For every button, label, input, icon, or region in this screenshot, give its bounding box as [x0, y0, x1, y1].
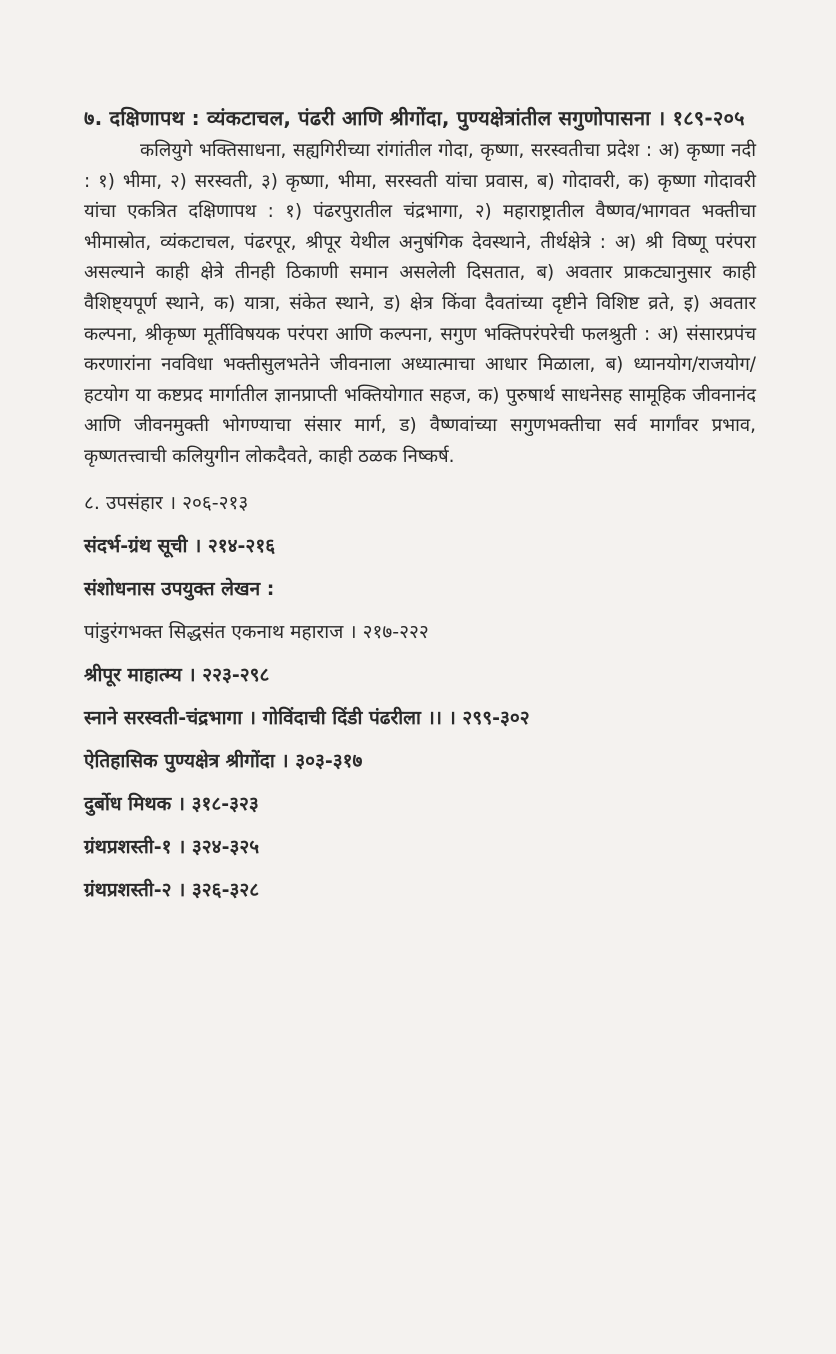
toc-entry-eknath-maharaj: पांडुरंगभक्त सिद्धसंत एकनाथ महाराज । २१७-२२२	[84, 620, 429, 643]
toc-entry-snane-saraswati: स्नाने सरस्वती-चंद्रभागा । गोविंदाची दिंडी पंढरीला ।। । २९९-३०२	[84, 706, 530, 729]
toc-entry-durbodh-mithak: दुर्बोध मिथक । ३१८-३२३	[84, 792, 259, 815]
toc-entry-conclusion: ८. उपसंहार । २०६-२१३	[84, 491, 249, 514]
toc-entry-bibliography: संदर्भ-ग्रंथ सूची । २१४-२१६	[84, 534, 276, 557]
toc-section-research-writings: संशोधनास उपयुक्त लेखन :	[84, 577, 275, 600]
chapter-7-summary: कलियुगे भक्तिसाधना, सह्यगिरीच्या रांगांतील गोदा, कृष्णा, सरस्वतीचा प्रदेश : अ) कृष्णा नदी : १) भीमा, २) सरस्वती, ३) कृष्णा, भीमा, सरस्वती यांचा प्रवास, ब) गोदावरी, क) कृष्णा गोदावरी यांचा एकत्रित दक्षिणापथ : १) पंढरपुरातील चंद्रभागा, २) महाराष्ट्रातील वैष्णव/भागवत भक्तीचा भीमास्रोत, व्यंकटाचल, पंढरपूर, श्रीपूर येथील अनुषंगिक देवस्थाने, तीर्थक्षेत्रे : अ) श्री विष्णू परंपरा असल्याने काही क्षेत्रे तीनही ठिकाणी समान असलेली दिसतात, ब) अवतार प्राकट्यानुसार काही वैशिष्ट्यपूर्ण स्थाने, क) यात्रा, संकेत स्थाने, ड) क्षेत्र किंवा दैवतांच्या दृष्टीने विशिष्ट व्रते, इ) अवतार कल्पना, श्रीकृष्ण मूर्तीविषयक परंपरा आणि कल्पना, सगुण भक्तिपरंपरेची फलश्रुती : अ) संसारप्रपंच करणारांना नवविधा भक्तीसुलभतेने जीवनाला अध्यात्माचा आधार मिळाला, ब) ध्यानयोग/राजयोग/हटयोग या कष्टप्रद मार्गातील ज्ञानप्राप्ती भक्तियोगात सहज, क) पुरुषार्थ साधनेसह सामूहिक जीवनानंद आणि जीवनमुक्ती भोगण्याचा संसार मार्ग, ड) वैष्णवांच्या सगुणभक्तीचा सर्व मार्गांवर प्रभाव, कृष्णतत्त्वाची कलियुगीन लोकदैवते, काही ठळक निष्कर्ष.	[84, 140, 756, 467]
toc-entry-granthprashasti-2: ग्रंथप्रशस्ती-२ । ३२६-३२८	[84, 878, 260, 901]
contents-block	[84, 100, 756, 906]
toc-entry-shripur-mahatmya: श्रीपूर माहात्म्य । २२३-२९८	[84, 663, 270, 686]
toc-entry-shrigonda: ऐतिहासिक पुण्यक्षेत्र श्रीगोंदा । ३०३-३१७	[84, 749, 363, 772]
toc-entry-granthprashasti-1: ग्रंथप्रशस्ती-१ । ३२४-३२५	[84, 835, 260, 858]
chapter-7-heading: ७. दक्षिणापथ : व्यंकटाचल, पंढरी आणि श्रीगोंदा, पुण्यक्षेत्रांतील सगुणोपासना । १८९-२०५	[84, 106, 745, 130]
